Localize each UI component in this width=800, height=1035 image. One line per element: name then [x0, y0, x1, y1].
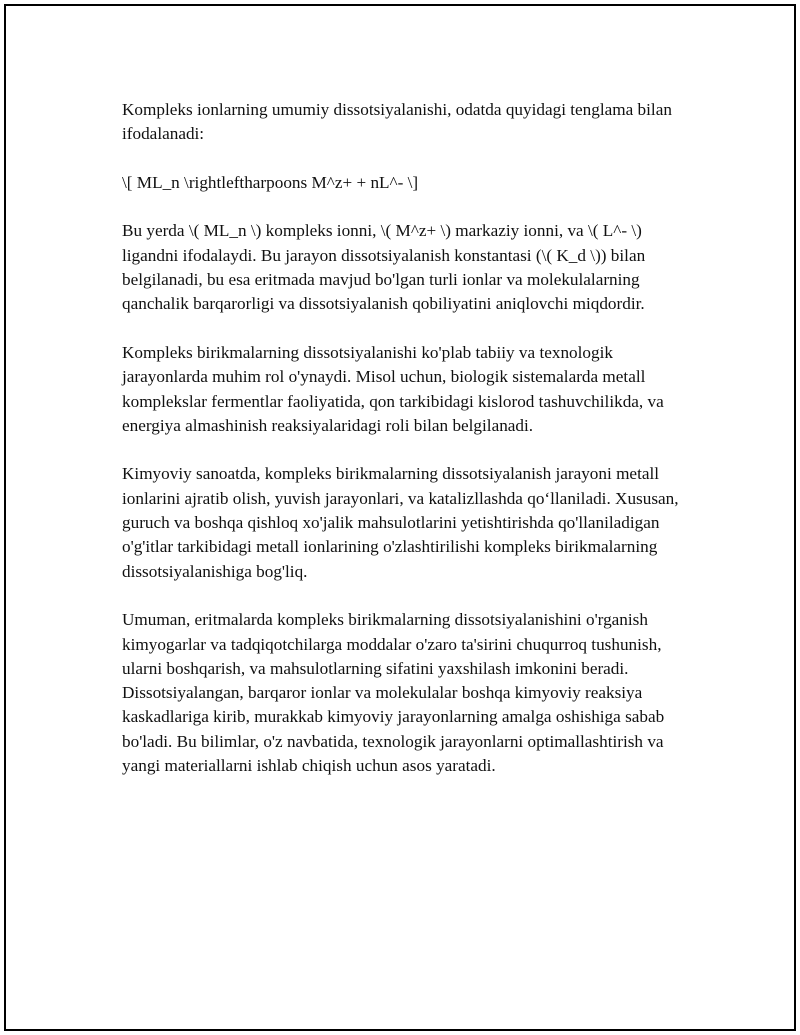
- paragraph-definitions: Bu yerda \( ML_n \) kompleks ionni, \( M^z+ \) markaziy ionni, va \( L^- \) ligandni ifodalaydi. Bu jarayon dissotsiyalanish konstantasi (\( K_d \)) bilan belgilanadi, bu esa eritmada mavjud bo'lgan turli ionlar va molekulalarning qanchalik barqarorligi va dissotsiyalanish qobiliyatini aniqlovchi miqdordir.: [122, 221, 646, 314]
- paragraph-conclusion: Umuman, eritmalarda kompleks birikmalarning dissotsiyalanishini o'rganish kimyogarlar va tadqiqotchilarga moddalar o'zaro ta'sirini chuqurroq tushunish, ularni boshqarish, va mahsulotlarning sifatini yaxshilash imkonini beradi. Dissotsiyalangan, barqaror ionlar va molekulalar boshqa kimyoviy reaksiya kaskadlariga kirib, murakkab kimyoviy jarayonlarning amalga oshishiga sabab bo'ladi. Bu bilimlar, o'z navbatida, texnologik jarayonlarni optimallashtirish va yangi materiallarni ishlab chiqish uchun asos yaratadi.: [122, 610, 665, 776]
- paragraph-natural-processes: Kompleks birikmalarning dissotsiyalanishi ko'plab tabiiy va texnologik jarayonlarda muhim rol o'ynaydi. Misol uchun, biologik sistemalarda metall komplekslar fermentlar faoliyatida, qon tarkibidagi kislorod tashuvchilikda, va energiya almashinish reaksiyalaridagi roli bilan belgilanadi.: [122, 342, 664, 435]
- paragraph-chemical-industry: Kimyoviy sanoatda, kompleks birikmalarning dissotsiyalanish jarayoni metall ionlarini ajratib olish, yuvish jarayonlari, va katalizllashda qo‘llaniladi. Xususan, guruch va boshqa qishloq xo'jalik mahsulotlarini yetishtirishda qo'llaniladigan o'g'itlar tarkibidagi metall ionlarining o'zlashtirilishi kompleks birikmalarning dissotsiyalanishiga bog'liq.: [122, 464, 679, 581]
- paragraph-intro: Kompleks ionlarning umumiy dissotsiyalanishi, odatda quyidagi tenglama bilan ifodalanadi:: [122, 100, 672, 144]
- equation-dissociation: \[ ML_n \rightleftharpoons M^z+ + nL^- \]: [122, 172, 419, 192]
- page-frame: [4, 4, 796, 1031]
- document-body: [122, 98, 694, 803]
